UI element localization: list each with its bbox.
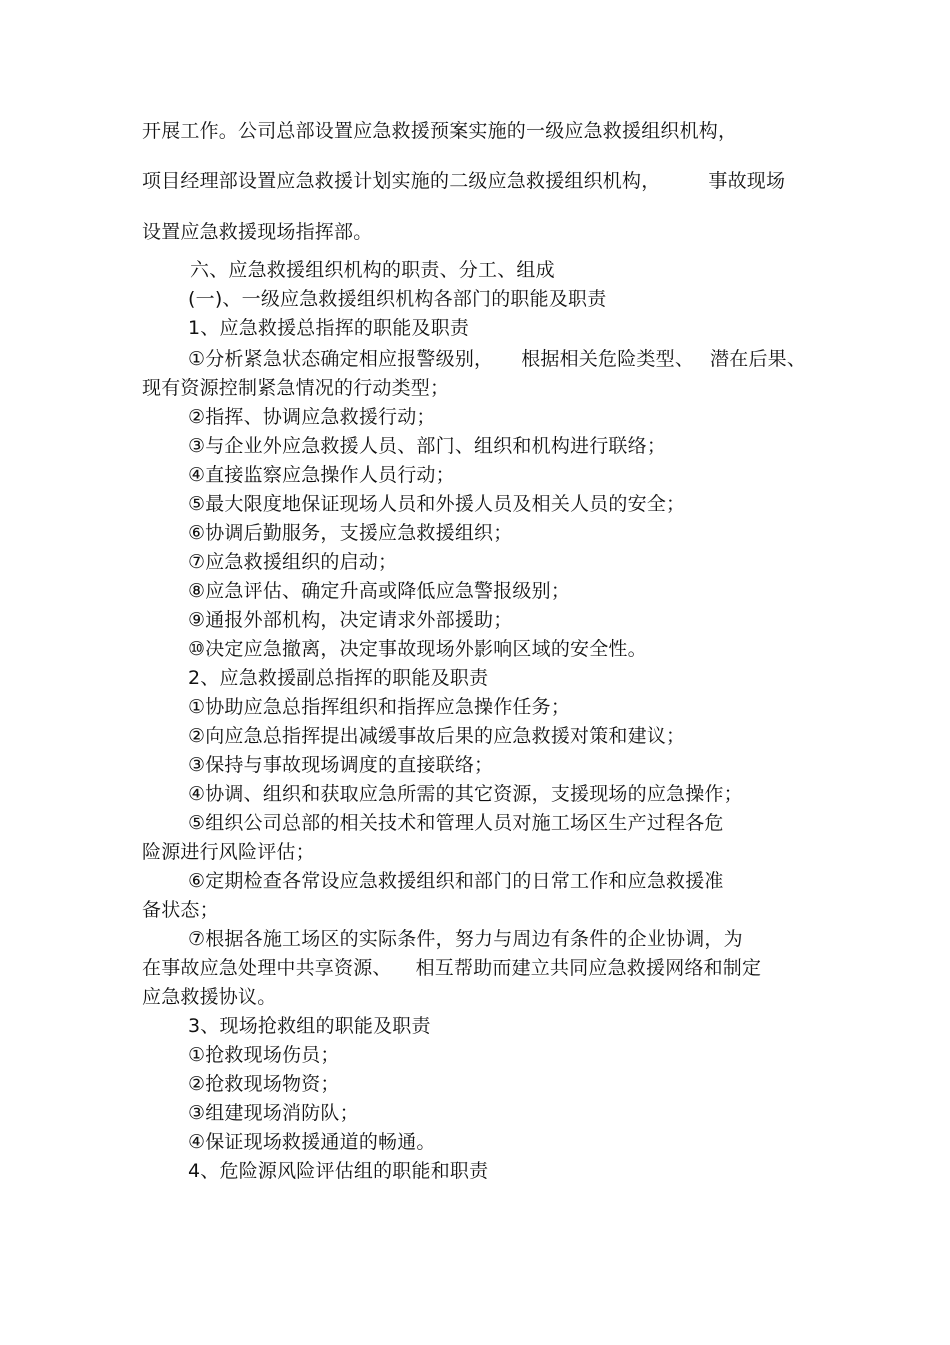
part2-item-4	[188, 780, 743, 808]
list-item-text: ②抢救现场物资；	[188, 1073, 340, 1095]
part1-item-5	[188, 490, 685, 518]
list-item-text: ③组建现场消防队；	[188, 1102, 359, 1124]
part1-item-10	[188, 635, 647, 663]
list-item-text: ⑦应急救援组织的启动；	[188, 551, 398, 573]
list-item-text: ②向应急总指挥提出减缓事故后果的应急救援对策和建议；	[188, 725, 686, 747]
part2-item-5	[188, 809, 724, 837]
intro-line-3	[142, 218, 372, 246]
list-item-text: 相互帮助而建立共同应急救援网络和制定	[415, 957, 762, 979]
part1-item-9	[188, 606, 512, 634]
intro-text: 项目经理部设置应急救援计划实施的二级应急救援组织机构，	[142, 170, 661, 192]
part1-item-4	[188, 461, 455, 489]
part2-item-5-cont	[142, 838, 315, 866]
list-item-text: ②指挥、协调应急救援行动；	[188, 406, 436, 428]
intro-text: 设置应急救援现场指挥部。	[142, 221, 373, 243]
list-item-text: ④协调、组织和获取应急所需的其它资源，支援现场的应急操作；	[188, 783, 743, 805]
part2-item-7-cont-2	[142, 983, 276, 1011]
list-item-text: ⑩决定应急撤离，决定事故现场外影响区域的安全性。	[188, 638, 647, 660]
part2-heading	[188, 664, 488, 692]
part3-heading	[188, 1012, 431, 1040]
part-heading-text: 1、应急救援总指挥的职能及职责	[188, 317, 470, 339]
list-item-text: ⑤最大限度地保证现场人员和外援人员及相关人员的安全；	[188, 493, 686, 515]
intro-text: 开展工作。公司总部设置应急救援预案实施的一级应急救援组织机构，	[142, 120, 738, 142]
list-item-text: 现有资源控制紧急情况的行动类型；	[142, 377, 450, 399]
list-item-text: ⑦根据各施工场区的实际条件，努力与周边有条件的企业协调，为	[188, 928, 743, 950]
list-item-text: 在事故应急处理中共享资源、	[142, 957, 392, 979]
part-heading-text: 2、应急救援副总指挥的职能及职责	[188, 667, 489, 689]
list-item-text: ⑥协调后勤服务，支援应急救援组织；	[188, 522, 513, 544]
part2-item-6	[188, 867, 724, 895]
part2-item-7-cont-1	[142, 954, 761, 982]
list-item-text: ④直接监察应急操作人员行动；	[188, 464, 455, 486]
part1-heading	[188, 314, 469, 342]
part2-item-3	[188, 751, 493, 779]
part-heading-text: 4、危险源风险评估组的职能和职责	[188, 1160, 489, 1182]
part1-item-8	[188, 577, 570, 605]
list-item-text: ①抢救现场伤员；	[188, 1044, 340, 1066]
list-item-text: ①协助应急总指挥组织和指挥应急操作任务；	[188, 696, 571, 718]
part1-item-1-cont	[142, 374, 449, 402]
list-item-text: ①分析紧急状态确定相应报警级别，	[188, 348, 494, 370]
list-item-text: ⑥定期检查各常设应急救援组织和部门的日常工作和应急救援准	[188, 870, 724, 892]
part1-item-7	[188, 548, 397, 576]
subsection-heading	[188, 285, 606, 313]
list-item-text: ③保持与事故现场调度的直接联络；	[188, 754, 494, 776]
list-item-text: 应急救援协议。	[142, 986, 277, 1008]
section-heading-text: 六、应急救援组织机构的职责、分工、组成	[190, 259, 555, 281]
subsection-heading-text: (一)、一级应急救援组织机构各部门的职能及职责	[188, 288, 607, 310]
part3-item-2	[188, 1070, 340, 1098]
part3-item-3	[188, 1099, 359, 1127]
part1-item-1	[188, 345, 806, 373]
list-item-text: ④保证现场救援通道的畅通。	[188, 1131, 436, 1153]
part1-item-6	[188, 519, 512, 547]
part3-item-1	[188, 1041, 340, 1069]
list-item-text: ⑤组织公司总部的相关技术和管理人员对施工场区生产过程各危	[188, 812, 724, 834]
list-item-text: 潜在后果、	[710, 348, 807, 370]
section-heading	[190, 256, 555, 284]
list-item-text: 根据相关危险类型、	[521, 348, 695, 370]
part2-item-6-cont	[142, 896, 219, 924]
list-item-text: ⑨通报外部机构，决定请求外部援助；	[188, 609, 513, 631]
part1-item-3	[188, 432, 666, 460]
part2-item-1	[188, 693, 570, 721]
list-item-text: 备状态；	[142, 899, 219, 921]
part3-item-4	[188, 1128, 436, 1156]
list-item-text: 险源进行风险评估；	[142, 841, 315, 863]
intro-text: 事故现场	[708, 170, 786, 192]
part-heading-text: 3、现场抢救组的职能及职责	[188, 1015, 431, 1037]
part1-item-2	[188, 403, 436, 431]
part4-heading	[188, 1157, 488, 1185]
intro-line-2	[142, 167, 785, 195]
part2-item-2	[188, 722, 685, 750]
intro-line-1	[142, 117, 737, 145]
part2-item-7	[188, 925, 743, 953]
list-item-text: ③与企业外应急救援人员、部门、组织和机构进行联络；	[188, 435, 667, 457]
list-item-text: ⑧应急评估、确定升高或降低应急警报级别；	[188, 580, 571, 602]
